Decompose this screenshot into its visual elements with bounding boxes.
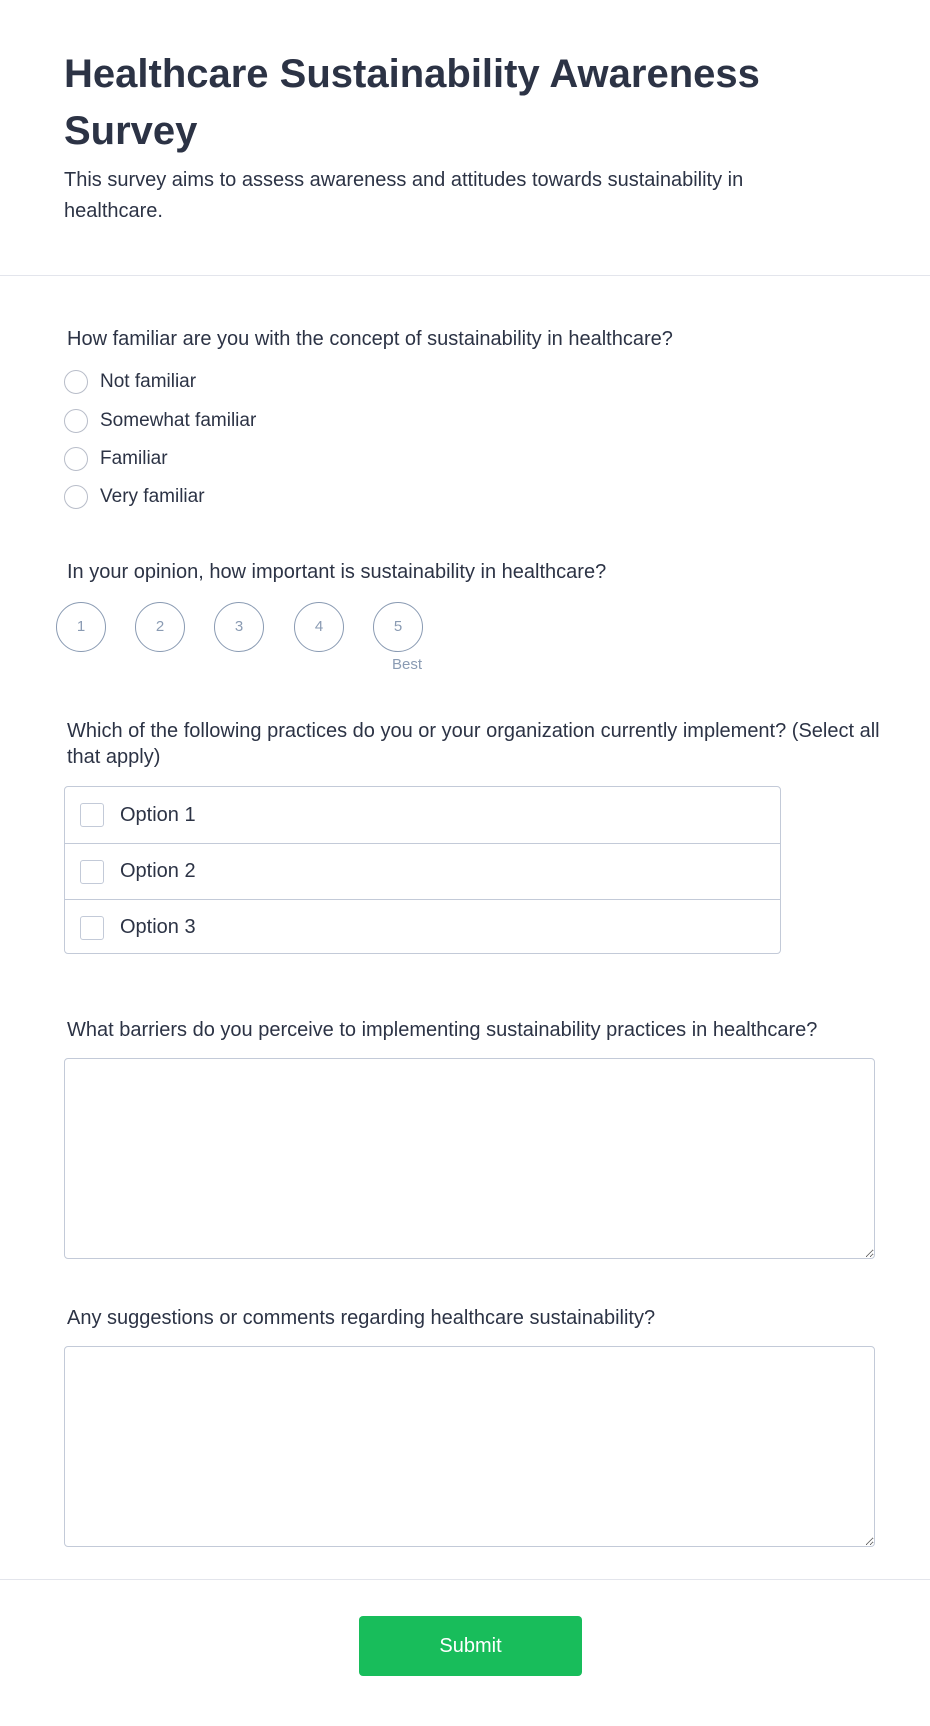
checkbox-label: Option 1 xyxy=(120,803,196,826)
checkbox-group xyxy=(64,786,781,954)
checkbox-option-3[interactable] xyxy=(65,899,780,954)
checkbox-option-2[interactable] xyxy=(65,843,780,899)
scale-option-5[interactable]: 5 xyxy=(373,602,423,652)
radio-somewhat-familiar[interactable] xyxy=(64,408,256,434)
radio-circle-icon[interactable] xyxy=(64,447,88,471)
survey-header xyxy=(0,0,930,276)
checkbox-option-1[interactable] xyxy=(65,787,780,843)
checkbox-label: Option 2 xyxy=(120,860,196,882)
footer-divider xyxy=(0,1579,930,1580)
barriers-textarea[interactable] xyxy=(64,1058,875,1259)
radio-circle-icon[interactable] xyxy=(64,370,88,394)
question-suggestions-label: Any suggestions or comments regarding healthcare sustainability? xyxy=(67,1307,656,1329)
scale-option-1[interactable]: 1 xyxy=(56,602,106,652)
submit-button[interactable]: Submit xyxy=(359,1616,582,1676)
question-practices-label: Which of the following practices do you or your organization currently implement? (Select all that apply) xyxy=(67,720,880,768)
radio-familiar[interactable] xyxy=(64,446,168,472)
radio-very-familiar[interactable] xyxy=(64,484,205,510)
scale-option-4[interactable]: 4 xyxy=(294,602,344,652)
radio-label: Familiar xyxy=(100,448,168,469)
scale-option-2[interactable]: 2 xyxy=(135,602,185,652)
radio-not-familiar[interactable] xyxy=(64,369,196,395)
question-familiarity-label: How familiar are you with the concept of sustainability in healthcare? xyxy=(67,328,673,350)
radio-label: Not familiar xyxy=(100,371,197,392)
question-importance-label: In your opinion, how important is sustainability in healthcare? xyxy=(67,561,607,583)
page-description: This survey aims to assess awareness and attitudes towards sustainability in healthcare. xyxy=(64,169,744,222)
checkbox-label: Option 3 xyxy=(120,916,196,938)
suggestions-textarea[interactable] xyxy=(64,1346,875,1547)
radio-label: Somewhat familiar xyxy=(100,410,257,431)
checkbox-square-icon[interactable] xyxy=(80,803,104,827)
scale-option-3[interactable]: 3 xyxy=(214,602,264,652)
scale-best-label: Best xyxy=(392,656,423,673)
radio-circle-icon[interactable] xyxy=(64,485,88,509)
question-barriers-label: What barriers do you perceive to implementing sustainability practices in healthcare? xyxy=(67,1019,818,1041)
checkbox-square-icon[interactable] xyxy=(80,916,104,940)
page-title: Healthcare Sustainability Awareness Survey xyxy=(64,52,760,153)
radio-circle-icon[interactable] xyxy=(64,409,88,433)
checkbox-square-icon[interactable] xyxy=(80,860,104,884)
radio-label: Very familiar xyxy=(100,486,205,507)
